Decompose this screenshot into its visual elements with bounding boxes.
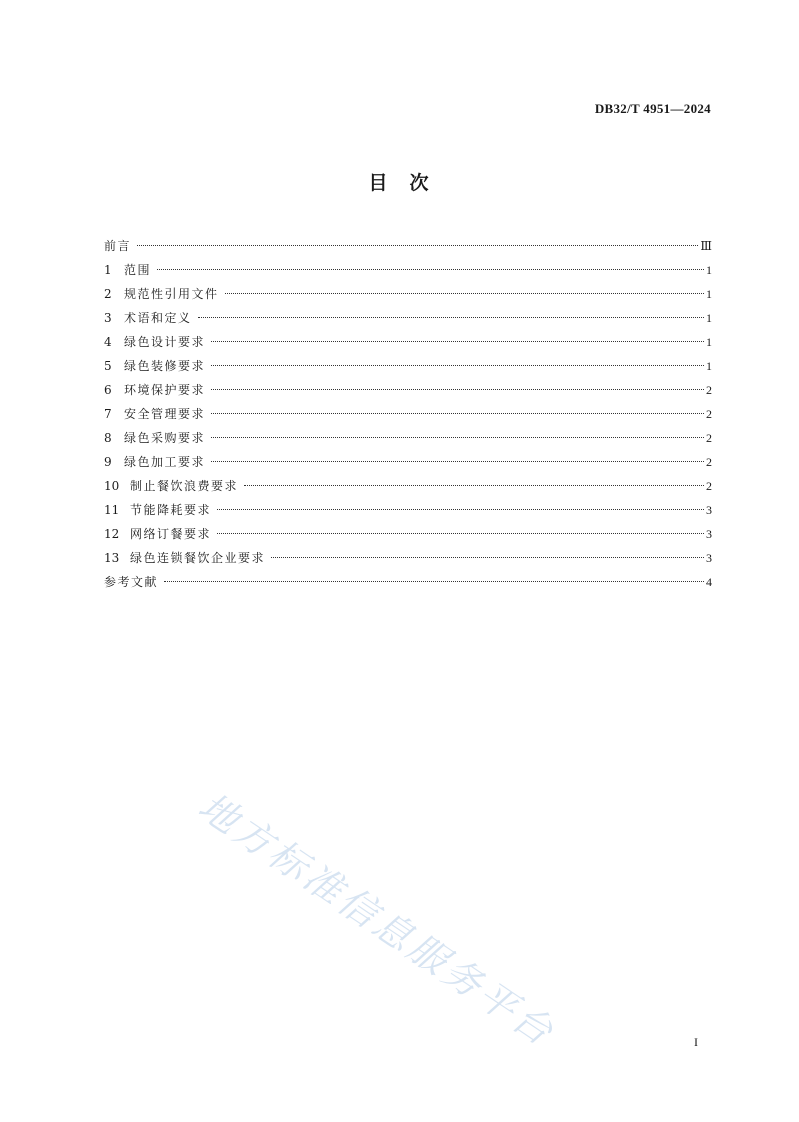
toc-entry-label: 前言 — [104, 239, 132, 253]
toc-entry-3[interactable] — [104, 306, 712, 330]
toc-entry-2[interactable] — [104, 282, 712, 306]
toc-entry-label: 节能降耗要求 — [130, 503, 212, 517]
toc-entry-number: 2 — [104, 287, 112, 301]
toc-entry-number: 6 — [104, 383, 112, 397]
toc-entry-references[interactable] — [104, 570, 712, 594]
toc-entry-page: 2 — [706, 431, 712, 445]
toc-entry-label: 绿色连锁餐饮企业要求 — [130, 551, 266, 565]
page-number: I — [694, 1035, 698, 1049]
toc-leader-dots — [211, 413, 704, 414]
toc-entry-number: 9 — [104, 455, 112, 469]
toc-leader-dots — [271, 557, 704, 558]
toc-entry-label: 参考文献 — [104, 575, 159, 589]
toc-leader-dots — [211, 341, 704, 342]
toc-entry-label: 规范性引用文件 — [124, 287, 219, 301]
toc-leader-dots — [211, 389, 704, 390]
toc-leader-dots — [225, 293, 704, 294]
toc-entry-label: 绿色加工要求 — [124, 455, 206, 469]
toc-entry-label: 范围 — [124, 263, 152, 277]
toc-entry-number: 4 — [104, 335, 112, 349]
toc-entry-label: 绿色采购要求 — [124, 431, 206, 445]
toc-entry-page: 3 — [706, 551, 712, 565]
toc-entry-number: 10 — [104, 479, 120, 493]
page-title-part2: 次 — [409, 172, 431, 194]
toc-entry-page: 1 — [706, 287, 712, 301]
toc-entry-page: 1 — [706, 311, 712, 325]
toc-leader-dots — [217, 509, 704, 510]
toc-entry-10[interactable] — [104, 474, 712, 498]
toc-entry-5[interactable] — [104, 354, 712, 378]
toc-entry-label: 制止餐饮浪费要求 — [130, 479, 239, 493]
toc-entry-page: 3 — [706, 503, 712, 517]
toc-entry-label: 术语和定义 — [124, 311, 192, 325]
toc-leader-dots — [198, 317, 704, 318]
toc-entry-label: 绿色设计要求 — [124, 335, 206, 349]
toc-leader-dots — [211, 365, 704, 366]
table-of-contents — [104, 234, 712, 594]
toc-entry-13[interactable] — [104, 546, 712, 570]
toc-entry-page: 2 — [706, 383, 712, 397]
toc-entry-page: 1 — [706, 263, 712, 277]
toc-entry-number: 5 — [104, 359, 112, 373]
page-title-part1: 目 — [368, 172, 390, 194]
toc-entry-1[interactable] — [104, 258, 712, 282]
toc-entry-label: 绿色装修要求 — [124, 359, 206, 373]
toc-entry-6[interactable] — [104, 378, 712, 402]
toc-leader-dots — [211, 461, 704, 462]
toc-entry-page: 2 — [706, 407, 712, 421]
toc-entry-label: 网络订餐要求 — [130, 527, 212, 541]
toc-leader-dots — [157, 269, 704, 270]
toc-leader-dots — [211, 437, 704, 438]
toc-entry-page: 2 — [706, 479, 712, 493]
toc-leader-dots — [164, 581, 704, 582]
toc-entry-8[interactable] — [104, 426, 712, 450]
document-code: DB32/T 4951—2024 — [594, 101, 711, 116]
watermark: 地方标准信息服务平台 — [190, 784, 564, 1056]
toc-entry-number: 3 — [104, 311, 112, 325]
toc-entry-foreword[interactable] — [104, 234, 712, 258]
toc-entry-page: 3 — [706, 527, 712, 541]
toc-entry-number: 12 — [104, 527, 120, 541]
toc-entry-number: 7 — [104, 407, 112, 421]
toc-entry-number: 1 — [104, 263, 112, 277]
toc-entry-9[interactable] — [104, 450, 712, 474]
toc-entry-number: 13 — [104, 551, 120, 565]
toc-entry-page: 2 — [706, 455, 712, 469]
page-title — [0, 168, 799, 195]
toc-entry-label: 安全管理要求 — [124, 407, 206, 421]
toc-entry-page: 1 — [706, 359, 712, 373]
toc-leader-dots — [244, 485, 704, 486]
toc-entry-page: 1 — [706, 335, 712, 349]
toc-entry-7[interactable] — [104, 402, 712, 426]
toc-entry-label: 环境保护要求 — [124, 383, 206, 397]
toc-leader-dots — [137, 245, 698, 246]
toc-entry-12[interactable] — [104, 522, 712, 546]
toc-entry-number: 11 — [104, 503, 120, 517]
toc-entry-page: 4 — [706, 575, 712, 589]
toc-leader-dots — [217, 533, 704, 534]
toc-entry-page: Ⅲ — [700, 239, 712, 253]
toc-entry-11[interactable] — [104, 498, 712, 522]
toc-entry-number: 8 — [104, 431, 112, 445]
toc-entry-4[interactable] — [104, 330, 712, 354]
